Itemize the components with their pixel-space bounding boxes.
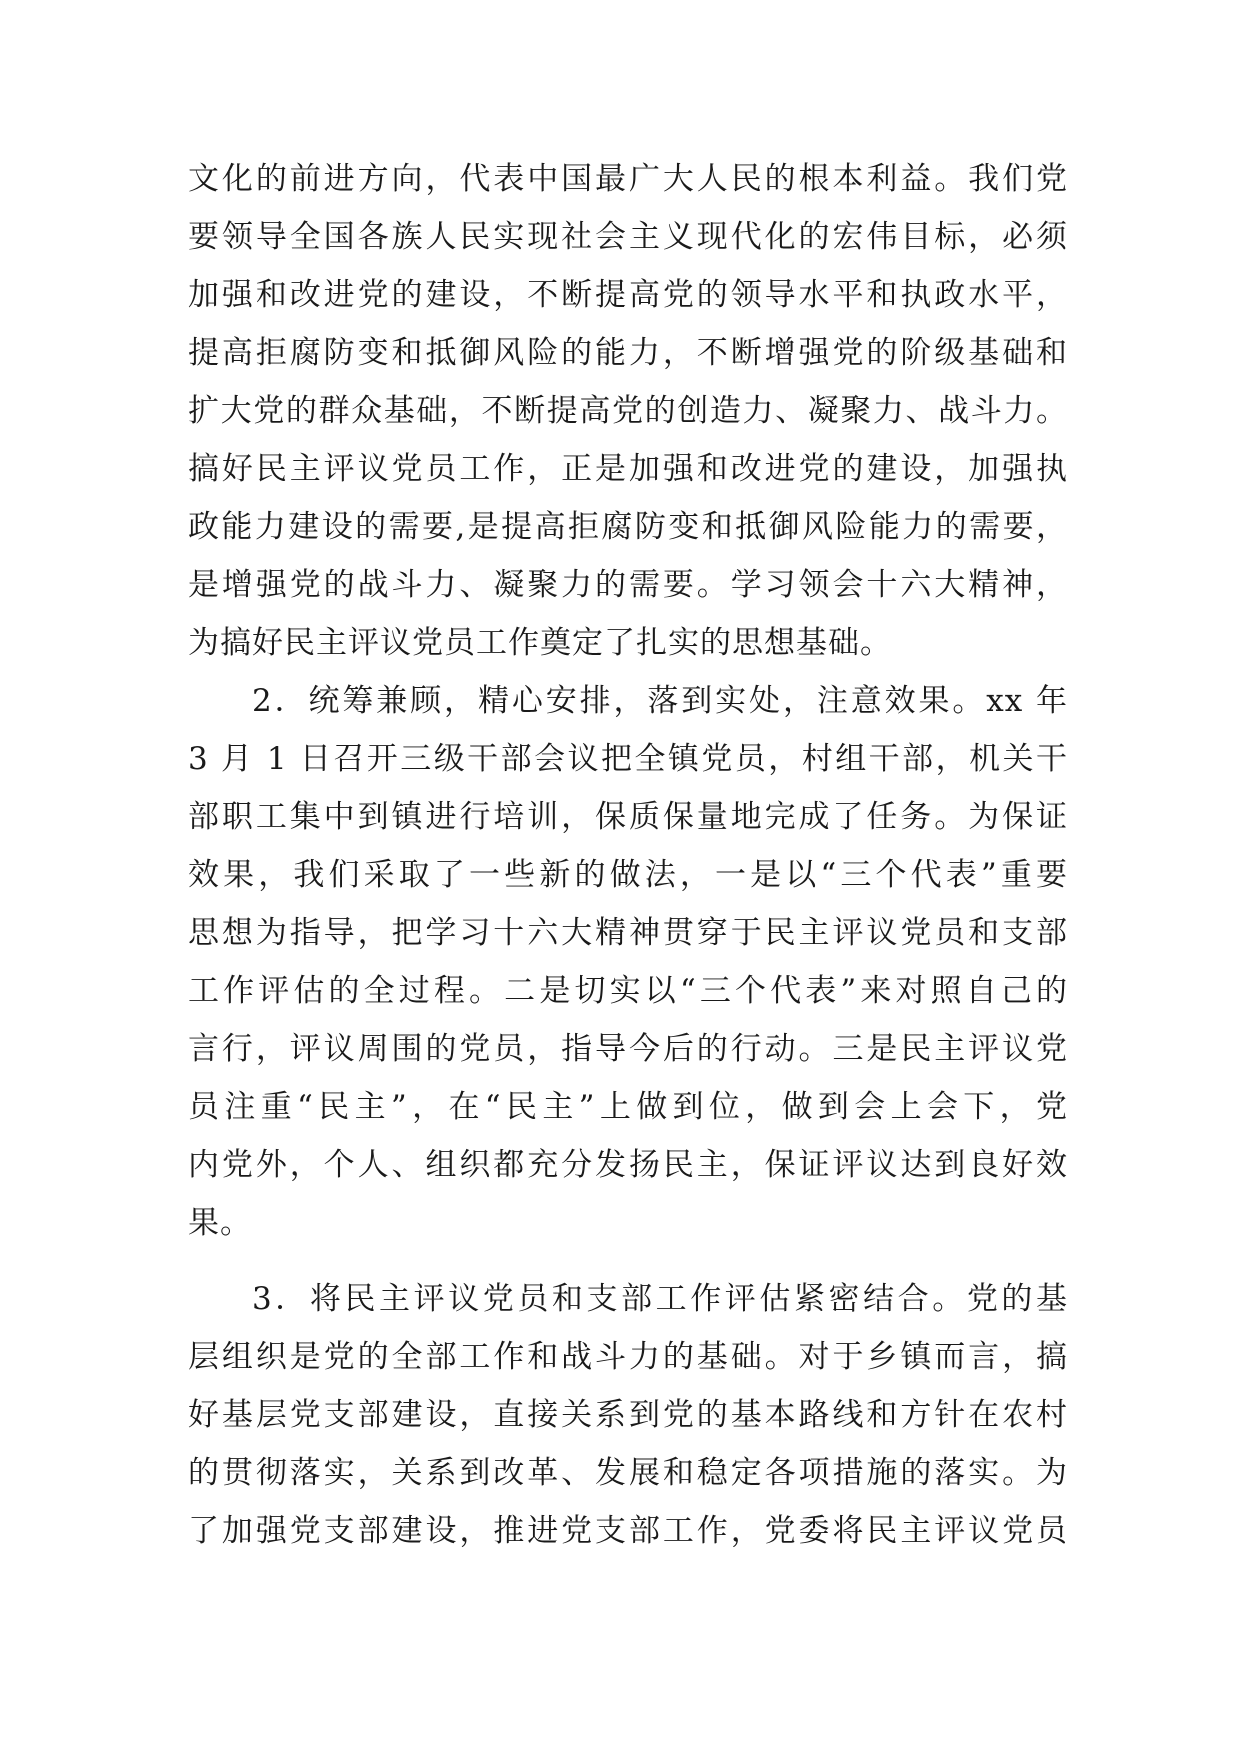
paragraph-start-line: 2．统筹兼顾，精心安排，落到实处，注意效果。xx 年	[252, 683, 1068, 719]
text-line: 文化的前进方向，代表中国最广大人民的根本利益。我们党	[188, 161, 1068, 197]
text-line: 效果，我们采取了一些新的做法，一是以“三个代表”重要	[188, 857, 1068, 893]
text-line: 提高拒腐防变和抵御风险的能力，不断增强党的阶级基础和	[188, 335, 1068, 371]
text-line: 的贯彻落实，关系到改革、发展和稳定各项措施的落实。为	[188, 1455, 1068, 1491]
text-line: 政能力建设的需要,是提高拒腐防变和抵御风险能力的需要，	[188, 509, 1068, 545]
text-line: 要领导全国各族人民实现社会主义现代化的宏伟目标，必须	[188, 219, 1068, 255]
text-line: 3 月 1 日召开三级干部会议把全镇党员，村组干部，机关干	[188, 741, 1068, 777]
text-line: 工作评估的全过程。二是切实以“三个代表”来对照自己的	[188, 973, 1068, 1009]
text-line: 思想为指导，把学习十六大精神贯穿于民主评议党员和支部	[188, 915, 1068, 951]
text-line: 扩大党的群众基础，不断提高党的创造力、凝聚力、战斗力。	[188, 393, 1068, 429]
document-page	[188, 150, 1068, 1560]
text-line: 加强和改进党的建设，不断提高党的领导水平和执政水平，	[188, 277, 1068, 313]
text-line: 员注重“民主”，在“民主”上做到位，做到会上会下，党	[188, 1089, 1068, 1125]
text-line: 搞好民主评议党员工作，正是加强和改进党的建设，加强执	[188, 451, 1068, 487]
text-line: 是增强党的战斗力、凝聚力的需要。学习领会十六大精神，	[188, 567, 1068, 603]
text-line: 了加强党支部建设，推进党支部工作，党委将民主评议党员	[188, 1513, 1068, 1549]
text-line: 好基层党支部建设，直接关系到党的基本路线和方针在农村	[188, 1397, 1068, 1433]
text-line: 果。	[188, 1205, 252, 1241]
paragraph-gap	[188, 1252, 1068, 1270]
text-line: 部职工集中到镇进行培训，保质保量地完成了任务。为保证	[188, 799, 1068, 835]
paragraph-start-line: 3．将民主评议党员和支部工作评估紧密结合。党的基	[252, 1281, 1068, 1317]
text-line: 言行，评议周围的党员，指导今后的行动。三是民主评议党	[188, 1031, 1068, 1067]
text-line: 层组织是党的全部工作和战斗力的基础。对于乡镇而言，搞	[188, 1339, 1068, 1375]
text-line: 为搞好民主评议党员工作奠定了扎实的思想基础。	[188, 625, 892, 661]
text-line: 内党外，个人、组织都充分发扬民主，保证评议达到良好效	[188, 1147, 1068, 1183]
